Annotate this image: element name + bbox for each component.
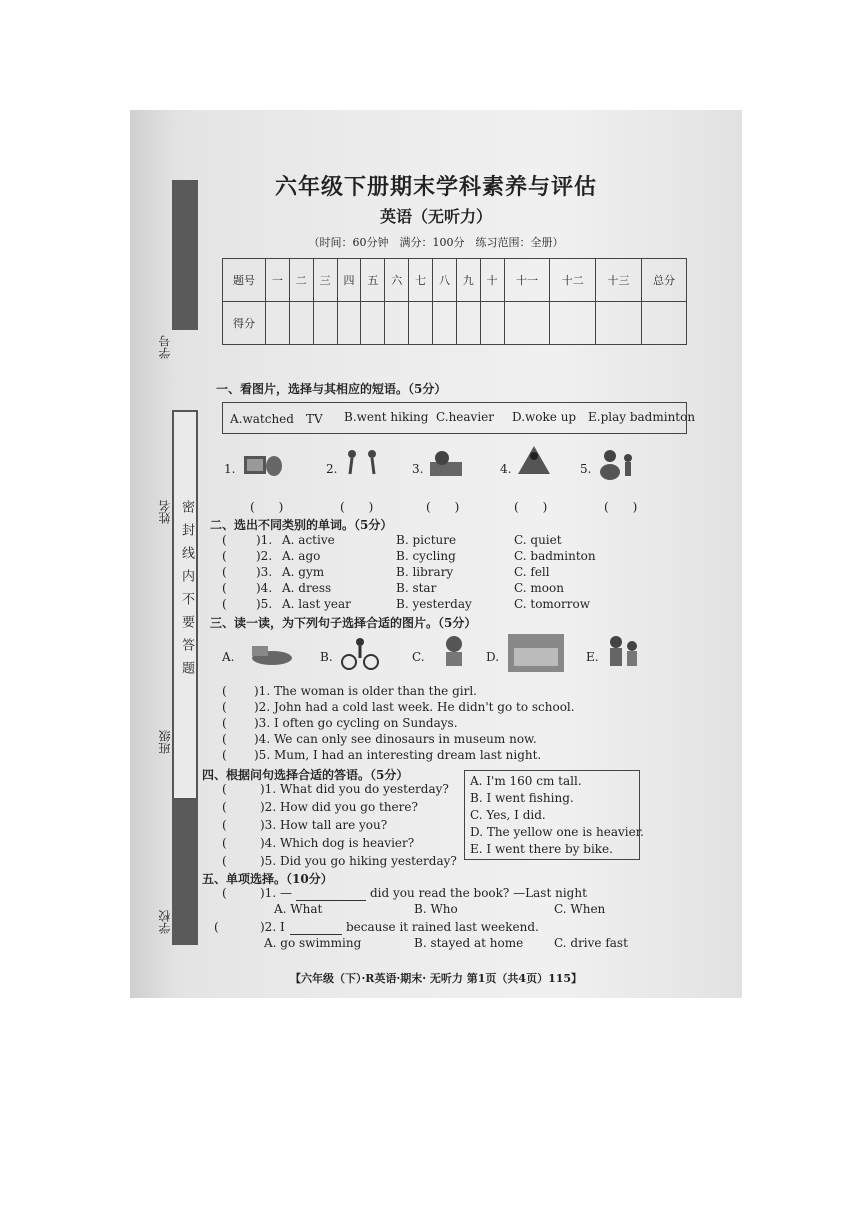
- s2-option-c: C. tomorrow: [514, 597, 591, 611]
- s1-answer-1[interactable]: ( ): [250, 500, 284, 514]
- s4-paren[interactable]: (: [222, 836, 227, 850]
- s5-q1-option-a: A. What: [274, 902, 323, 916]
- s4-question-3: )3. How tall are you?: [260, 818, 388, 832]
- s4-paren[interactable]: (: [222, 800, 227, 814]
- heavier-picture: [596, 446, 636, 480]
- s2-option-a: A. active: [282, 533, 335, 547]
- s2-paren[interactable]: (: [222, 565, 227, 579]
- s2-option-a: A. ago: [282, 549, 321, 563]
- s2-number: )2.: [256, 549, 273, 563]
- sidebar-dark-band-top: [172, 180, 198, 330]
- s5-q1-option-c: C. When: [554, 902, 606, 916]
- column-header: 十: [480, 259, 504, 302]
- score-cell[interactable]: [596, 302, 642, 345]
- s2-number: )4.: [256, 581, 273, 595]
- s1-option-b: B.went hiking: [344, 410, 429, 424]
- column-header: 十二: [550, 259, 596, 302]
- s2-option-c: C. badminton: [514, 549, 596, 563]
- s2-paren[interactable]: (: [222, 581, 227, 595]
- s5-paren[interactable]: (: [222, 886, 227, 900]
- document-photo: [130, 110, 742, 998]
- column-header: 一: [266, 259, 290, 302]
- s2-option-b: B. picture: [396, 533, 457, 547]
- s1-num-3: 3.: [412, 462, 424, 476]
- exam-title: 六年级下册期末学科素养与评估: [274, 174, 597, 200]
- s4-answer-b: B. I went fishing.: [470, 791, 574, 805]
- s2-option-c: C. moon: [514, 581, 564, 595]
- student-number-label: 学号: [158, 335, 172, 359]
- s2-paren[interactable]: (: [222, 533, 227, 547]
- s3-paren[interactable]: (: [222, 716, 227, 730]
- s2-option-b: B. yesterday: [396, 597, 472, 611]
- s4-answer-a: A. I'm 160 cm tall.: [470, 774, 582, 788]
- s1-option-d: D.woke up: [512, 410, 577, 424]
- section3-heading: 三、读一读，为下列句子选择合适的图片。（5分）: [210, 616, 477, 630]
- class-label: 班级: [158, 730, 172, 754]
- s1-num-5: 5.: [580, 462, 592, 476]
- s4-paren[interactable]: (: [222, 782, 227, 796]
- score-header-row: [223, 259, 687, 302]
- column-header: 八: [433, 259, 457, 302]
- section5-heading: 五、单项选择。（10分）: [202, 872, 333, 886]
- s5-q2-number: )2. I: [260, 920, 285, 934]
- sidebar-dark-band-bottom: [172, 785, 198, 945]
- s1-num-4: 4.: [500, 462, 512, 476]
- s2-option-b: B. cycling: [396, 549, 456, 563]
- dinosaur-picture: [242, 636, 296, 670]
- column-header: 二: [289, 259, 313, 302]
- s4-paren[interactable]: (: [222, 854, 227, 868]
- score-cell[interactable]: [504, 302, 550, 345]
- column-header: 七: [409, 259, 433, 302]
- s4-paren[interactable]: (: [222, 818, 227, 832]
- s5-q2-option-a: A. go swimming: [264, 936, 362, 950]
- section2-heading: 二、选出不同类别的单词。（5分）: [210, 518, 393, 532]
- s1-option-e: E.play badminton: [588, 410, 696, 424]
- score-cell[interactable]: [266, 302, 290, 345]
- s4-question-5: )5. Did you go hiking yesterday?: [260, 854, 457, 868]
- s2-option-b: B. library: [396, 565, 454, 579]
- score-cell[interactable]: [456, 302, 480, 345]
- s3-label-e: E.: [586, 650, 599, 664]
- s5-q1-option-b: B. Who: [414, 902, 458, 916]
- column-header: 三: [313, 259, 337, 302]
- s5-q2-blank[interactable]: [290, 934, 342, 935]
- column-header: 十一: [504, 259, 550, 302]
- s3-item-3: )3. I often go cycling on Sundays.: [254, 716, 458, 730]
- s2-option-b: B. star: [396, 581, 437, 595]
- sick-boy-picture: [434, 634, 474, 668]
- museum-picture: [508, 634, 564, 672]
- s5-q1-number: )1. —: [260, 886, 292, 900]
- s4-answer-d: D. The yellow one is heavier.: [470, 825, 644, 839]
- column-header: 十三: [596, 259, 642, 302]
- s5-q2-text: because it rained last weekend.: [346, 920, 539, 934]
- s3-label-b: B.: [320, 650, 333, 664]
- cycling-picture: [340, 636, 380, 670]
- question-number-label: 题号: [223, 259, 266, 302]
- score-cell[interactable]: [550, 302, 596, 345]
- s2-option-c: C. fell: [514, 565, 550, 579]
- s4-answer-e: E. I went there by bike.: [470, 842, 613, 856]
- page-footer: 【六年级（下）·R英语·期末· 无听力 第1页（共4页）115】: [289, 972, 583, 985]
- s3-item-1: )1. The woman is older than the girl.: [254, 684, 477, 698]
- s1-answer-4[interactable]: ( ): [514, 500, 548, 514]
- s5-q2-option-b: B. stayed at home: [414, 936, 524, 950]
- column-header: 四: [337, 259, 361, 302]
- s1-answer-5[interactable]: ( ): [604, 500, 638, 514]
- seal-line-text: 密封线内不要答题: [179, 500, 194, 684]
- s1-answer-3[interactable]: ( ): [426, 500, 460, 514]
- hiking-picture: [514, 442, 554, 476]
- s2-number: )3.: [256, 565, 273, 579]
- s2-paren[interactable]: (: [222, 597, 227, 611]
- s3-label-c: C.: [412, 650, 425, 664]
- score-cell[interactable]: [361, 302, 385, 345]
- s5-paren[interactable]: (: [214, 920, 219, 934]
- score-cell[interactable]: [480, 302, 504, 345]
- s1-option-c: C.heavier: [436, 410, 495, 424]
- exam-meta: （时间：60分钟 满分：100分 练习范围：全册）: [308, 236, 564, 249]
- s4-question-4: )4. Which dog is heavier?: [260, 836, 415, 850]
- s3-paren[interactable]: (: [222, 732, 227, 746]
- s3-paren[interactable]: (: [222, 700, 227, 714]
- section1-heading: 一、看图片，选择与其相应的短语。（5分）: [216, 382, 447, 396]
- column-header: 九: [456, 259, 480, 302]
- section4-heading: 四、根据问句选择合适的答语。（5分）: [202, 768, 409, 782]
- score-cell[interactable]: [433, 302, 457, 345]
- s1-num-2: 2.: [326, 462, 338, 476]
- score-cell[interactable]: [642, 302, 687, 345]
- waking-up-picture: [426, 446, 466, 480]
- s4-answer-c: C. Yes, I did.: [470, 808, 546, 822]
- score-table: [222, 258, 687, 345]
- seal-sidebar: [160, 170, 204, 960]
- s2-number: )5.: [256, 597, 273, 611]
- s2-option-a: A. last year: [282, 597, 351, 611]
- s5-q1-text: did you read the book? —Last night: [370, 886, 587, 900]
- s5-q2-option-c: C. drive fast: [554, 936, 628, 950]
- woman-and-girl-picture: [604, 634, 644, 668]
- s2-option-a: A. dress: [282, 581, 332, 595]
- s2-option-c: C. quiet: [514, 533, 562, 547]
- s2-paren[interactable]: (: [222, 549, 227, 563]
- badminton-picture: [342, 446, 382, 480]
- score-cell[interactable]: [385, 302, 409, 345]
- score-value-row: [223, 302, 687, 345]
- score-cell[interactable]: [289, 302, 313, 345]
- score-cell[interactable]: [337, 302, 361, 345]
- s1-num-1: 1.: [224, 462, 236, 476]
- s3-item-5: )5. Mum, I had an interesting dream last night.: [254, 748, 542, 762]
- s1-option-a: A.watched TV: [230, 412, 323, 426]
- name-label: 姓名: [158, 500, 172, 524]
- score-cell[interactable]: [313, 302, 337, 345]
- s3-label-a: A.: [222, 650, 235, 664]
- s1-answer-2[interactable]: ( ): [340, 500, 374, 514]
- s2-number: )1.: [256, 533, 273, 547]
- exam-subtitle: 英语（无听力）: [379, 207, 492, 226]
- tv-picture: [242, 448, 282, 482]
- s5-q1-blank[interactable]: [296, 900, 366, 901]
- school-label: 学校: [158, 910, 172, 934]
- s3-item-2: )2. John had a cold last week. He didn't go to school.: [254, 700, 575, 714]
- s3-paren[interactable]: (: [222, 748, 227, 762]
- column-header: 六: [385, 259, 409, 302]
- total-label: 总分: [642, 259, 687, 302]
- s4-question-2: )2. How did you go there?: [260, 800, 418, 814]
- score-label: 得分: [223, 302, 266, 345]
- s2-option-a: A. gym: [282, 565, 325, 579]
- s3-paren[interactable]: (: [222, 684, 227, 698]
- s3-item-4: )4. We can only see dinosaurs in museum now.: [254, 732, 537, 746]
- s4-question-1: )1. What did you do yesterday?: [260, 782, 449, 796]
- s3-label-d: D.: [486, 650, 500, 664]
- column-header: 五: [361, 259, 385, 302]
- score-cell[interactable]: [409, 302, 433, 345]
